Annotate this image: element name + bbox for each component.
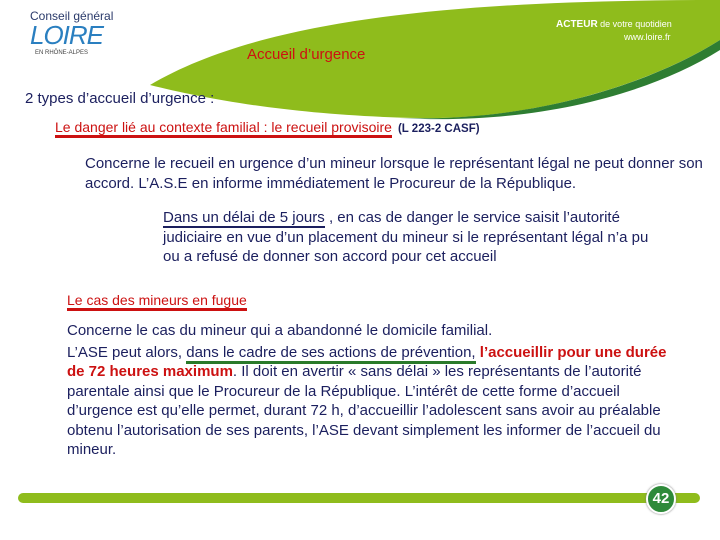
p-rest: . Il doit en avertir « sans délai » les représentants de l’autorité parentale ainsi que le Procureur de la République. L’intérêt de cette forme d’accueil d’urgence est qu’elle permet, durant 72 h, d’accueillir l’adolescent sans avoir au préalable obtenu l’autorisation de ses parents, l’ASE devant simplement les informer de l’accueil du mineur. [67,363,661,458]
sub-rest: , en cas de danger le service saisit l’autorité judiciaire en vue d’un placement du mineur si le représentant légal n’a pu ou a refusé de donner son accord pour cet accueil [163,209,649,265]
section1-para: Concerne le recueil en urgence d’un mineur lorsque le représentant légal ne peut donner son accord. L’A.S.E en informe immédiatement le Procureur de la République. [85,155,703,192]
p-a: L’ASE peut alors, [67,343,187,361]
section2-line1: Concerne le cas du mineur qui a abandonné le domicile familial. [67,322,493,339]
delay-text: Dans un délai de 5 jours [163,209,325,226]
logo-line1: Conseil général [30,9,114,23]
heading: 2 types d’accueil d’urgence : [25,90,215,107]
slide-title: Accueil d’urgence [247,46,366,63]
section2-para [67,321,687,460]
footer-bar [18,493,700,503]
duration-text: l’accueillir pour une durée de 72 heures maximum [67,343,667,380]
tagline-rest: de votre quotidien [597,19,672,29]
page-badge: 42 [646,484,676,514]
section2-title: Le cas des mineurs en fugue [67,292,247,311]
section1-header [55,119,480,135]
section1-title: Le danger lié au contexte familial : le recueil provisoire [55,119,392,138]
prevention-text: dans le cadre de ses actions de prévention, [186,344,475,364]
tagline-brand: ACTEUR [556,19,598,30]
section1-sub [163,208,663,267]
logo-line3: EN RHÔNE-ALPES [35,50,89,56]
logo-loire: LOIRE [30,20,104,50]
section1-ref: (L 223-2 CASF) [397,123,480,135]
website-url: www.loire.fr [624,32,671,42]
tagline [556,19,672,30]
